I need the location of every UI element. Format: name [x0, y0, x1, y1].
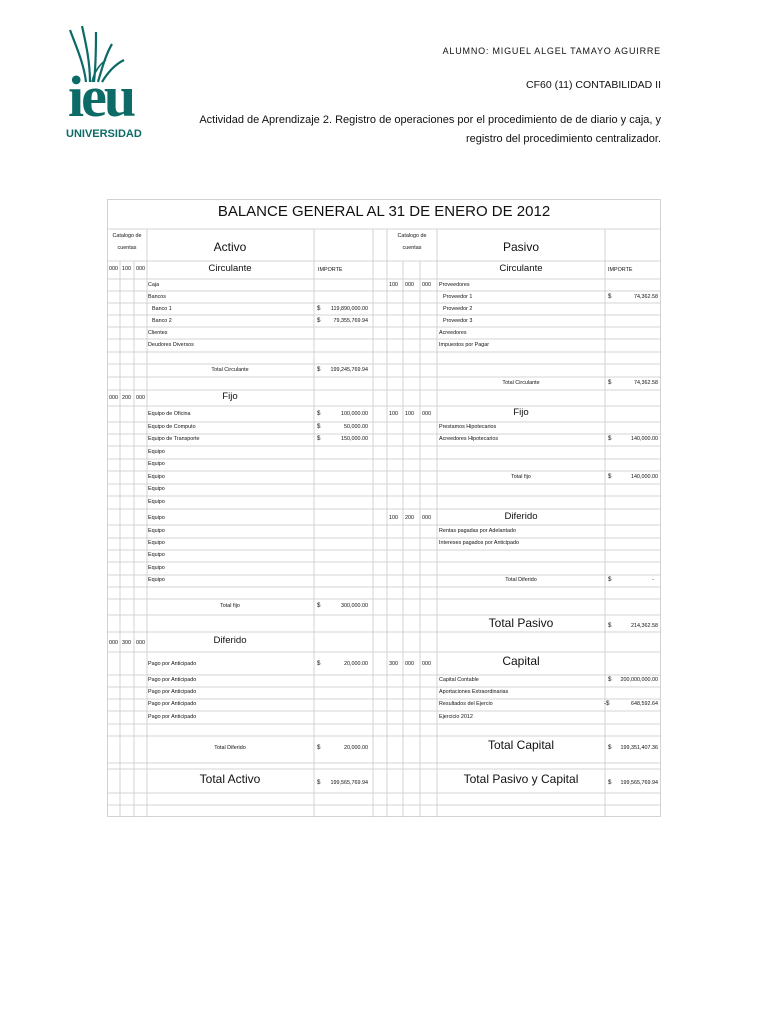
total-capital-currency: $ [608, 744, 612, 751]
equipo-label: Equipo [148, 577, 165, 583]
activo-total-fijo-value: 300,000.00 [341, 603, 368, 609]
banco2-value: 79,355,769.94 [333, 318, 368, 324]
pasivo-fijo-code-2: 100 [405, 411, 414, 417]
pago-anticipado-label: Pago por Anticipado [148, 714, 197, 720]
equipo-label: Equipo [148, 486, 165, 492]
pasivo-total-circulante-value: 74,362.58 [634, 380, 658, 386]
eq-transporte-label: Equipo de Transporte [148, 436, 200, 442]
clientes-label: Clientes [148, 330, 168, 336]
pasivo-total-circulante-label: Total Circulante [502, 380, 540, 386]
activo-dif-code-2: 300 [122, 640, 131, 646]
total-pasivo-currency: $ [608, 622, 612, 629]
activo-dif-code-1: 000 [109, 640, 118, 646]
equipo-label: Equipo [148, 528, 165, 534]
rentas-label: Rentas pagadas por Adelantado [439, 528, 517, 534]
eq-computo-label: Equipo de Computo [148, 424, 196, 430]
proveedor1-label: Proveedor 1 [443, 294, 473, 300]
equipo-label: Equipo [148, 565, 165, 571]
total-activo-label: Total Activo [199, 772, 261, 786]
activo-total-circulante-label: Total Circulante [211, 367, 249, 373]
acreedores-hip-label: Acreedores Hipotecarios [439, 436, 499, 442]
activo-importe-header: IMPORTE [318, 267, 343, 273]
banco2-label: Banco 2 [152, 318, 172, 324]
capital-code-3: 000 [422, 661, 431, 667]
activo-catalogo-line1: Catalogo de [112, 233, 142, 239]
resultados-label: Resultados del Ejercio [439, 701, 493, 707]
eq-computo-currency: $ [317, 423, 321, 430]
equipo-label: Equipo [148, 461, 165, 467]
proveedor3-label: Proveedor 3 [443, 318, 473, 324]
pasivo-diferido-label: Diferido [504, 511, 538, 522]
capital-code-2: 000 [405, 661, 414, 667]
pasivo-dif-code-1: 100 [389, 515, 398, 521]
equipo-label: Equipo [148, 449, 165, 455]
banco1-currency: $ [317, 305, 321, 312]
pasivo-dif-code-3: 000 [422, 515, 431, 521]
acreedores-label: Acreedores [439, 330, 467, 336]
pasivo-catalogo-line2: cuentas [402, 245, 422, 251]
capital-label: Capital [502, 654, 540, 668]
resultados-value: 648,592.64 [631, 701, 658, 707]
capital-contable-value: 200,000,000.00 [620, 677, 658, 683]
proveedor1-value: 74,362.58 [634, 294, 658, 300]
course-name: CF60 (11) CONTABILIDAD II [526, 79, 661, 91]
activo-total-diferido-label: Total Diferido [214, 745, 246, 751]
proveedor2-label: Proveedor 2 [443, 306, 473, 312]
eq-computo-value: 50,000.00 [344, 424, 368, 430]
activo-circulante-label: Circulante [208, 263, 252, 274]
total-pasivo-value: 214,362.58 [631, 623, 658, 629]
total-pasivo-capital-currency: $ [608, 779, 612, 786]
total-capital-value: 199,351,407.36 [620, 745, 658, 751]
pasivo-fijo-code-3: 000 [422, 411, 431, 417]
activity-line-2: registro del procedimiento centralizador. [465, 133, 661, 145]
capital-contable-label: Capital Contable [439, 677, 479, 683]
deudores-label: Deudores Diversos [148, 342, 194, 348]
resultados-currency: -$ [604, 700, 610, 707]
activo-total-fijo-label: Total fijo [220, 603, 240, 609]
proveedores-label: Proveedores [439, 282, 470, 288]
pasivo-prov-code-2: 000 [405, 282, 414, 288]
pago-anticipado-label: Pago por Anticipado [148, 701, 197, 707]
activo-heading: Activo [213, 240, 247, 254]
banco1-label: Banco 1 [152, 306, 172, 312]
activo-total-circulante-currency: $ [317, 366, 321, 373]
activo-catalogo-line2: cuentas [117, 245, 137, 251]
banco2-currency: $ [317, 317, 321, 324]
balance-sheet [107, 199, 661, 817]
eq-oficina-label: Equipo de Oficina [148, 411, 191, 417]
pasivo-total-fijo-currency: $ [608, 473, 612, 480]
pasivo-dif-code-2: 200 [405, 515, 414, 521]
caja-label: Caja [148, 282, 160, 288]
impuestos-label: Impuestos por Pagar [439, 342, 490, 348]
pasivo-catalogo-line1: Catalogo de [397, 233, 427, 239]
sheet-title: BALANCE GENERAL AL 31 DE ENERO DE 2012 [217, 203, 551, 220]
pasivo-prov-code-1: 100 [389, 282, 398, 288]
activo-fijo-code-3: 000 [136, 395, 145, 401]
activo-fijo-code-1: 000 [109, 395, 118, 401]
activo-fijo-code-2: 200 [122, 395, 131, 401]
aportaciones-label: Aportaciones Extraordinarias [439, 689, 509, 695]
total-capital-label: Total Capital [487, 738, 555, 752]
equipo-label: Equipo [148, 552, 165, 558]
total-pasivo-capital-value: 199,565,769.94 [620, 780, 658, 786]
equipo-label: Equipo [148, 499, 165, 505]
eq-oficina-currency: $ [317, 410, 321, 417]
student-name: ALUMNO: MIGUEL ALGEL TAMAYO AGUIRRE [442, 46, 661, 56]
total-pasivo-label: Total Pasivo [488, 616, 554, 630]
ejercicio-label: Ejercicio 2012 [439, 714, 473, 720]
equipo-label: Equipo [148, 515, 165, 521]
activo-total-fijo-currency: $ [317, 602, 321, 609]
activo-diferido-label: Diferido [213, 635, 247, 646]
activo-total-diferido-currency: $ [317, 744, 321, 751]
prestamos-label: Prestamos Hipotecarios [439, 424, 497, 430]
pasivo-importe-header: IMPORTE [608, 267, 633, 273]
eq-transporte-value: 150,000.00 [341, 436, 368, 442]
activo-total-diferido-value: 20,000.00 [344, 745, 368, 751]
eq-oficina-value: 100,000.00 [341, 411, 368, 417]
logo-mark: ieu [68, 64, 134, 129]
equipo-label: Equipo [148, 474, 165, 480]
acreedores-hip-currency: $ [608, 435, 612, 442]
pasivo-total-diferido-label: Total Diferido [505, 577, 537, 583]
eq-transporte-currency: $ [317, 435, 321, 442]
activo-fijo-label: Fijo [222, 391, 238, 402]
activo-circ-code-1: 000 [109, 266, 118, 272]
capital-code-1: 300 [389, 661, 398, 667]
pasivo-total-fijo-label: Total fijo [511, 474, 531, 480]
pasivo-fijo-code-1: 100 [389, 411, 398, 417]
pasivo-heading: Pasivo [502, 240, 540, 254]
activo-circ-code-3: 000 [136, 266, 145, 272]
sheet-grid [107, 199, 661, 817]
pago-anticipado-label: Pago por Anticipado [148, 661, 197, 667]
pago-anticipado-label: Pago por Anticipado [148, 677, 197, 683]
capital-contable-currency: $ [608, 676, 612, 683]
equipo-label: Equipo [148, 540, 165, 546]
bancos-label: Bancos [148, 294, 166, 300]
pasivo-total-diferido-currency: $ [608, 576, 612, 583]
total-activo-currency: $ [317, 779, 321, 786]
activity-description [134, 111, 661, 149]
activo-circ-code-2: 100 [122, 266, 131, 272]
proveedor1-currency: $ [608, 293, 612, 300]
pasivo-circulante-label: Circulante [499, 263, 543, 274]
total-pasivo-capital-label: Total Pasivo y Capital [463, 772, 579, 786]
pasivo-prov-code-3: 000 [422, 282, 431, 288]
intereses-label: Intereses pagados por Anticipado [439, 540, 520, 546]
acreedores-hip-value: 140,000.00 [631, 436, 658, 442]
logo-label: UNIVERSIDAD [66, 128, 142, 140]
pasivo-total-circulante-currency: $ [608, 379, 612, 386]
activity-line-1: Actividad de Aprendizaje 2. Registro de operaciones por el procedimiento de de diario y caja, y [199, 114, 661, 126]
pago-anticipado-currency: $ [317, 660, 321, 667]
banco1-value: 119,890,000.00 [330, 306, 368, 312]
pasivo-total-fijo-value: 140,000.00 [631, 474, 658, 480]
activo-total-circulante-value: 199,245,769.94 [330, 367, 368, 373]
pago-anticipado-label: Pago por Anticipado [148, 689, 197, 695]
total-activo-value: 199,565,769.94 [330, 780, 368, 786]
activo-dif-code-3: 000 [136, 640, 145, 646]
pasivo-total-diferido-value: - [652, 577, 654, 583]
pasivo-fijo-label: Fijo [513, 407, 529, 418]
pago-anticipado-value: 20,000.00 [344, 661, 368, 667]
